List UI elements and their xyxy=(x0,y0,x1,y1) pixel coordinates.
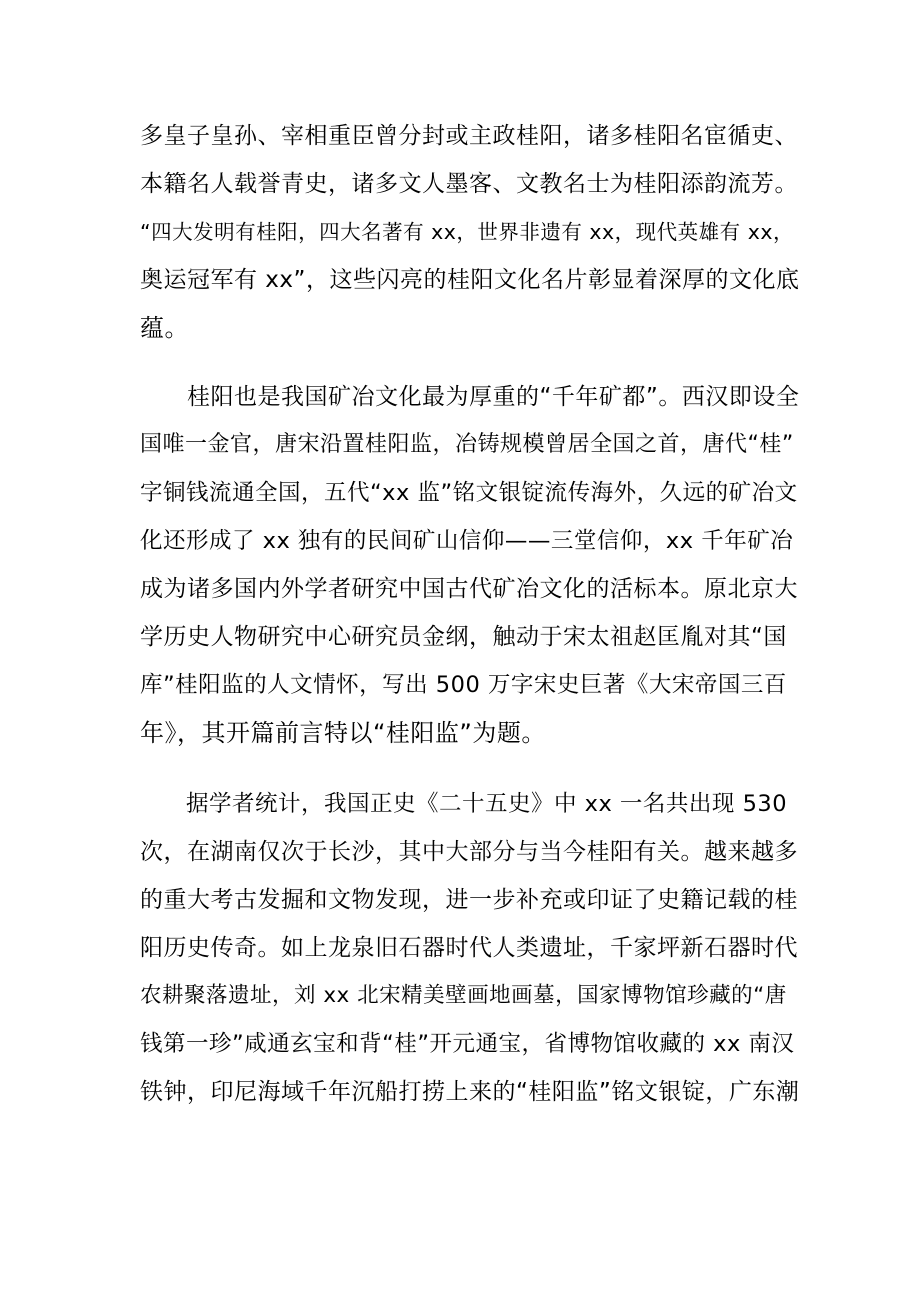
text-line: 奥运冠军有 xx”，这些闪亮的桂阳文化名片彰显着深厚的文化底 xyxy=(140,267,800,293)
paragraph-3 xyxy=(140,780,800,1116)
text-line: 蕴。 xyxy=(140,314,189,342)
text-line: 国唯一金官，唐宋沿置桂阳监，冶铸规模曾居全国之首，唐代“桂” xyxy=(140,432,794,457)
text-line: 年》，其开篇前言特以“桂阳监”为题。 xyxy=(140,719,546,747)
text-line: 本籍名人载誉青史，诸多文人墨客、文教名士为桂阳添韵流芳。 xyxy=(140,171,798,197)
text-line: 阳历史传奇。如上龙泉旧石器时代人类遗址，千家坪新石器时代 xyxy=(140,935,798,961)
text-line: 据学者统计，我国正史《二十五史》中 xx 一名共出现 530 xyxy=(140,791,788,817)
text-line: 化还形成了 xx 独有的民间矿山信仰——三堂信仰，xx 千年矿冶 xyxy=(140,528,794,554)
text-line: 钱第一珍”咸通玄宝和背“桂”开元通宝，省博物馆收藏的 xx 南汉 xyxy=(140,1031,795,1057)
text-line: 成为诸多国内外学者研究中国古代矿冶文化的活标本。原北京大 xyxy=(140,576,798,602)
text-line: “四大发明有桂阳，四大名著有 xx，世界非遗有 xx，现代英雄有 xx， xyxy=(140,220,794,244)
text-line: 学历史人物研究中心研究员金纲，触动于宋太祖赵匡胤对其“国 xyxy=(140,624,787,650)
text-line: 库”桂阳监的人文情怀，写出 500 万字宋史巨著《大宋帝国三百 xyxy=(140,672,787,698)
text-line: 的重大考古发掘和文物发现，进一步补充或印证了史籍记载的桂 xyxy=(140,887,798,913)
text-line: 农耕聚落遗址，刘 xx 北宋精美壁画地画墓，国家博物馆珍藏的“唐 xyxy=(140,983,787,1008)
paragraph-2 xyxy=(140,373,800,757)
text-line: 次，在湖南仅次于长沙，其中大部分与当今桂阳有关。越来越多 xyxy=(140,839,798,865)
text-line: 多皇子皇孙、宰相重臣曾分封或主政桂阳，诸多桂阳名宦循吏、 xyxy=(140,123,798,149)
text-line: 铁钟，印尼海域千年沉船打捞上来的“桂阳监”铭文银锭，广东潮 xyxy=(140,1079,800,1105)
text-line: 字铜钱流通全国，五代“xx 监”铭文银锭流传海外，久远的矿冶文 xyxy=(140,480,798,506)
text-line: 桂阳也是我国矿冶文化最为厚重的“千年矿都”。西汉即设全 xyxy=(140,384,800,410)
paragraph-1 xyxy=(140,112,800,352)
